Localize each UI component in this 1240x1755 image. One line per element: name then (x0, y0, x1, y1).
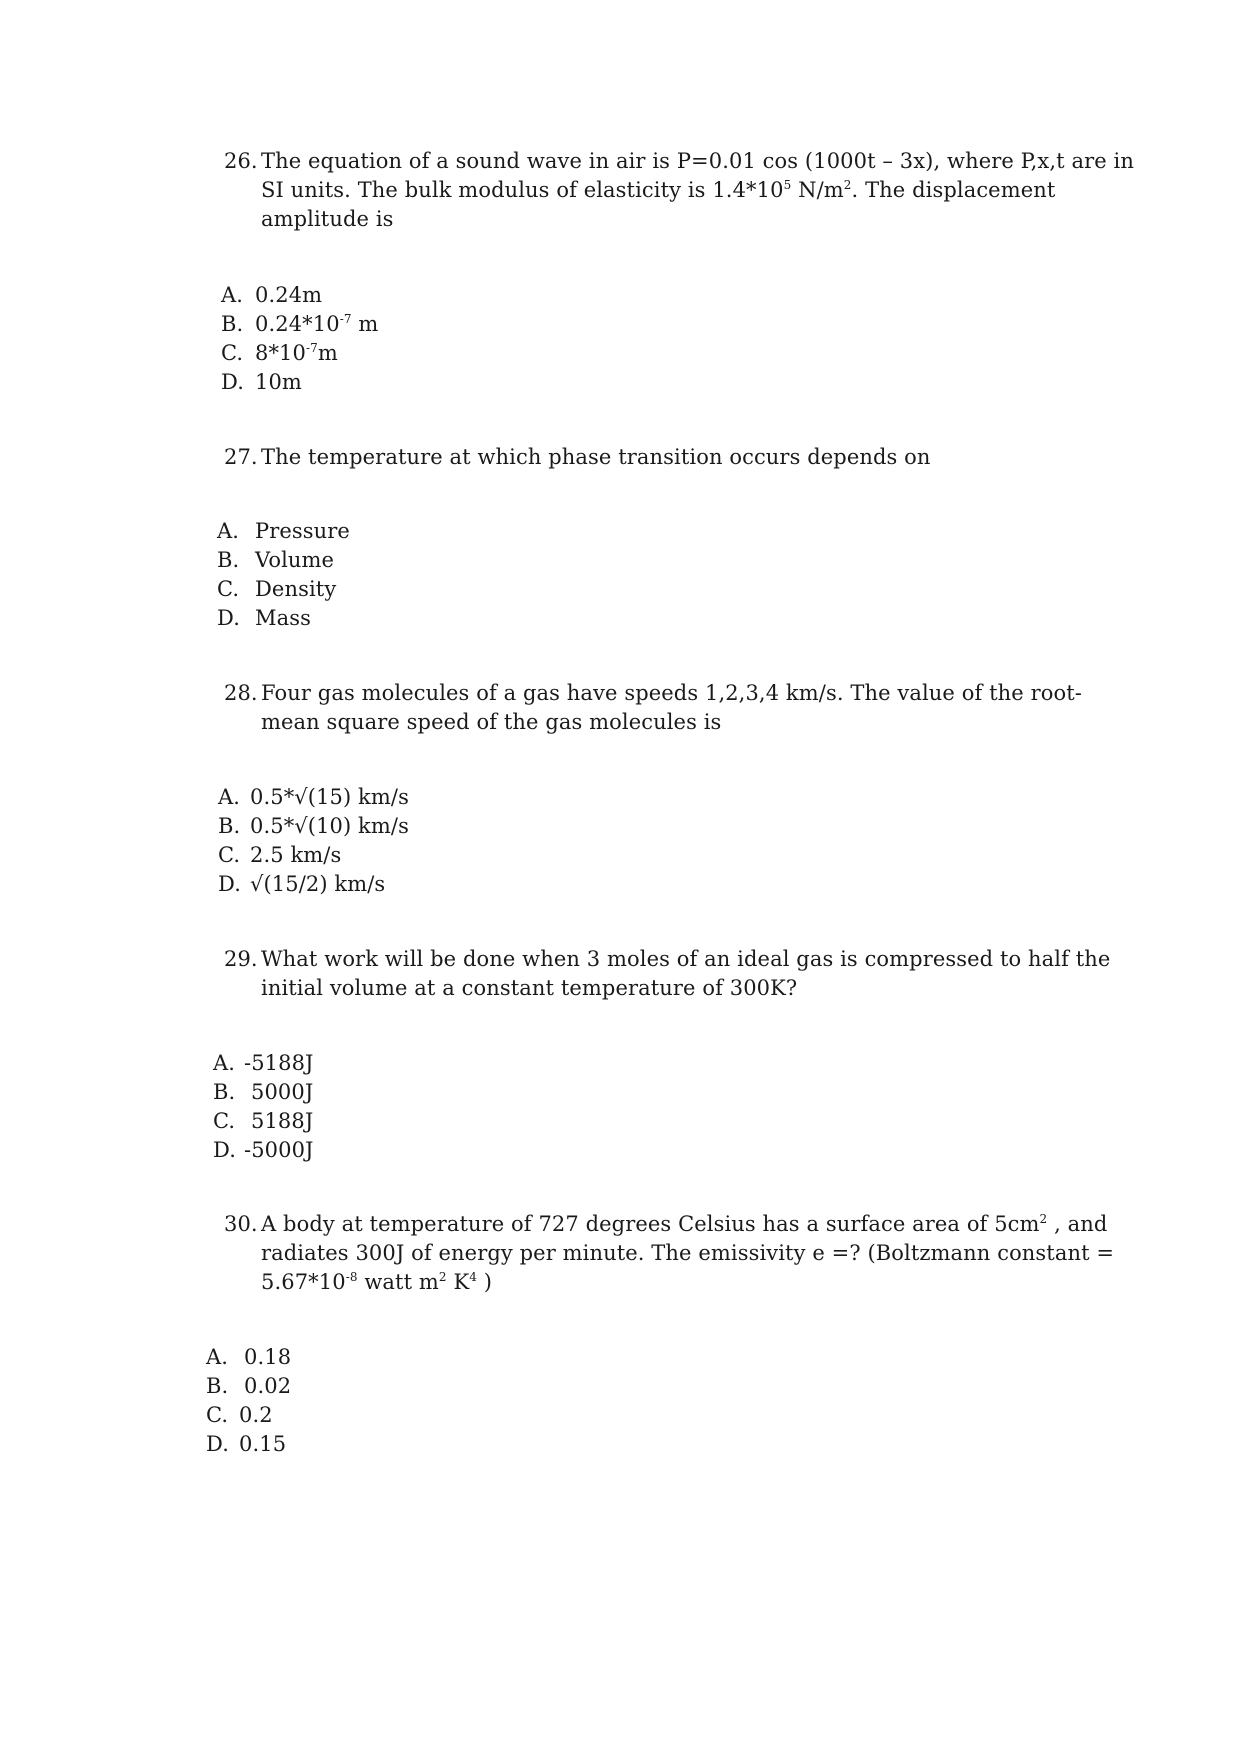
question-number: 30. (224, 1212, 258, 1236)
option-29-c (213, 1107, 313, 1136)
option-27-c (217, 575, 336, 604)
option-letter: C. (206, 1403, 229, 1427)
question-text: mean square speed of the gas molecules is (261, 710, 722, 734)
option-27-b (217, 546, 334, 575)
option-26-c (221, 339, 338, 368)
option-letter: A. (213, 1051, 236, 1075)
option-letter: D. (217, 606, 240, 630)
question-text: N/m (791, 178, 844, 202)
question-text: amplitude is (261, 207, 394, 231)
option-letter: C. (218, 843, 241, 867)
option-28-c (218, 841, 341, 870)
question-27-line-1 (224, 443, 931, 472)
option-text: 10m (255, 370, 302, 394)
question-26-line-2 (261, 176, 1055, 205)
option-text: 0.02 (244, 1374, 292, 1398)
option-letter: C. (213, 1109, 236, 1133)
question-text: The temperature at which phase transition occurs depends on (261, 445, 931, 469)
option-letter: B. (218, 814, 241, 838)
question-26-line-1 (224, 147, 1134, 176)
question-text: 5.67*10 (261, 1270, 346, 1294)
question-text: , and (1047, 1212, 1108, 1236)
option-29-a (213, 1049, 314, 1078)
question-28-line-1 (224, 679, 1082, 708)
option-letter: D. (221, 370, 244, 394)
question-text: The equation of a sound wave in air is P=0.01 cos (1000t – 3x), where P,x,t are in (261, 149, 1134, 173)
option-letter: A. (218, 785, 241, 809)
option-text: 5000J (251, 1080, 314, 1104)
option-text: 0.24m (255, 283, 323, 307)
option-text: m (317, 341, 338, 365)
option-26-d (221, 368, 302, 397)
option-27-a (217, 517, 350, 546)
option-letter: A. (221, 283, 244, 307)
option-28-a (218, 783, 409, 812)
option-text: √(15/2) km/s (250, 872, 386, 896)
option-letter: A. (206, 1345, 229, 1369)
question-number: 27. (224, 445, 258, 469)
superscript: 5 (783, 178, 792, 192)
question-text: radiates 300J of energy per minute. The emissivity e =? (Boltzmann constant = (261, 1241, 1115, 1265)
question-26-line-3 (261, 205, 394, 234)
superscript: -7 (339, 312, 352, 326)
option-text: m (351, 312, 379, 336)
question-text: K (446, 1270, 470, 1294)
question-text: initial volume at a constant temperature of 300K? (261, 976, 798, 1000)
superscript: 2 (438, 1270, 447, 1284)
question-29-line-2 (261, 974, 797, 1003)
question-text: . The displacement (851, 178, 1056, 202)
superscript: 4 (469, 1270, 477, 1284)
option-text: -5000J (244, 1138, 314, 1162)
superscript: -8 (345, 1270, 358, 1284)
question-number: 28. (224, 681, 258, 705)
option-text: Pressure (255, 519, 350, 543)
option-28-d (218, 870, 385, 899)
option-text: 2.5 km/s (250, 843, 342, 867)
option-text: 0.5*√(15) km/s (250, 785, 409, 809)
option-letter: B. (213, 1080, 236, 1104)
option-29-b (213, 1078, 313, 1107)
option-text: 0.18 (244, 1345, 292, 1369)
option-30-a (206, 1343, 291, 1372)
option-text: 0.2 (239, 1403, 273, 1427)
superscript: -7 (305, 341, 318, 355)
option-text: 0.24*10 (255, 312, 340, 336)
question-number: 29. (224, 947, 258, 971)
option-26-b (221, 310, 378, 339)
option-text: 8*10 (255, 341, 306, 365)
question-30-line-2 (261, 1239, 1114, 1268)
option-text: 5188J (251, 1109, 314, 1133)
question-28-line-2 (261, 708, 721, 737)
option-27-d (217, 604, 311, 633)
option-text: Mass (255, 606, 311, 630)
option-letter: C. (221, 341, 244, 365)
question-number: 26. (224, 149, 258, 173)
option-29-d (213, 1136, 314, 1165)
option-letter: B. (206, 1374, 229, 1398)
question-text: A body at temperature of 727 degrees Celsius has a surface area of 5cm (261, 1212, 1040, 1236)
option-26-a (221, 281, 322, 310)
option-text: 0.5*√(10) km/s (250, 814, 409, 838)
question-30-line-1 (224, 1210, 1107, 1239)
option-letter: C. (217, 577, 240, 601)
option-text: Volume (255, 548, 335, 572)
option-text: Density (255, 577, 337, 601)
question-text: watt m (357, 1270, 439, 1294)
superscript: 2 (1039, 1212, 1048, 1226)
option-letter: D. (218, 872, 241, 896)
question-text: ) (477, 1270, 493, 1294)
question-text: What work will be done when 3 moles of an ideal gas is compressed to half the (261, 947, 1111, 971)
option-letter: B. (221, 312, 244, 336)
option-letter: D. (213, 1138, 236, 1162)
option-letter: D. (206, 1432, 229, 1456)
option-text: 0.15 (239, 1432, 287, 1456)
option-text: -5188J (244, 1051, 314, 1075)
superscript: 2 (843, 178, 852, 192)
question-29-line-1 (224, 945, 1110, 974)
option-30-b (206, 1372, 291, 1401)
question-text: Four gas molecules of a gas have speeds 1,2,3,4 km/s. The value of the root- (261, 681, 1082, 705)
option-letter: A. (217, 519, 240, 543)
option-30-d (206, 1430, 286, 1459)
option-letter: B. (217, 548, 240, 572)
question-text: SI units. The bulk modulus of elasticity is 1.4*10 (261, 178, 784, 202)
option-28-b (218, 812, 409, 841)
question-30-line-3 (261, 1268, 492, 1297)
option-30-c (206, 1401, 273, 1430)
